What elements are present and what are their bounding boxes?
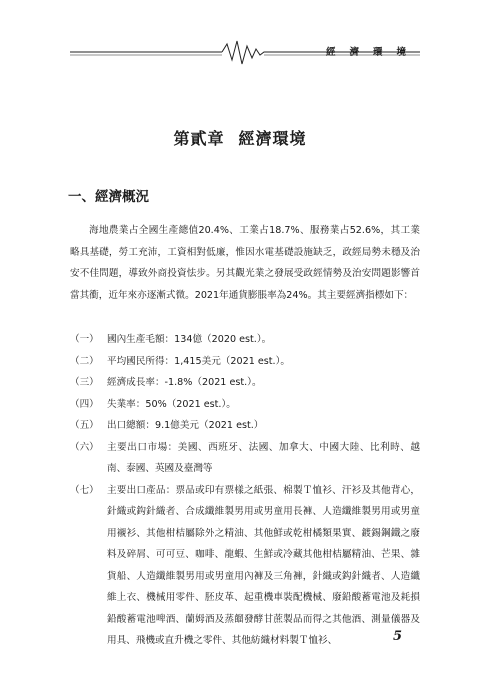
item-number: （五） — [70, 420, 99, 431]
item-number: （六） — [70, 441, 99, 453]
list-item — [70, 437, 420, 480]
running-header — [70, 38, 420, 68]
list-item — [70, 351, 420, 373]
header-label: 經濟環境 — [325, 47, 420, 58]
item-text: 國內生產毛額：134億（2020 est.）。 — [107, 334, 272, 345]
list-item — [70, 329, 420, 351]
item-number: （七） — [70, 484, 99, 496]
chapter-number: 第貳章 — [173, 129, 225, 148]
intro-paragraph — [70, 220, 420, 306]
list-item — [70, 394, 420, 416]
intro-text: 海地農業占全國生產總值20.4%、工業占18.7%、服務業占52.6%，其工業略具基礎，勞工充沛，工資相對低廉，惟因水電基礎設施缺乏，政經局勢未穩及治安不佳問題，導致外商投資怯步。另其觀光業之發展受政經情勢及治安問題影響首當其衝，近年來亦逐漸式微。2021年通貨膨脹率為24%。其主要經濟指標如下： — [70, 225, 420, 301]
page-number: 5 — [392, 629, 402, 644]
item-number: （一） — [70, 334, 99, 345]
chapter-name: 經濟環境 — [238, 129, 307, 148]
item-text: 出口總額：9.1億美元（2021 est.） — [107, 420, 264, 431]
item-text: 主要出口市場：美國、西班牙、法國、加拿大、中國大陸、比利時、越南、泰國、英國及臺灣等 — [107, 441, 420, 474]
item-number: （二） — [70, 355, 99, 367]
chapter-title — [0, 126, 480, 149]
list-item — [70, 372, 420, 394]
item-text: 平均國民所得：1,415美元（2021 est.）。 — [107, 355, 290, 367]
item-text: 經濟成長率：-1.8%（2021 est.）。 — [107, 377, 262, 388]
item-number: （四） — [70, 398, 99, 410]
item-number: （三） — [70, 377, 99, 388]
item-text: 失業率：50%（2021 est.）。 — [107, 398, 236, 410]
list-item — [70, 480, 420, 652]
item-text: 主要出口產品：票品或印有票樣之紙張、棉製Ｔ恤衫、汗衫及其他背心，針織或鈎針織者、合成纖維製男用或男童用長褲、人造纖維製男用或男童用襯衫、其他柑桔屬除外之精油、其他鮮或乾柑橘類果實、鍍錫鋼鐵之廢料及碎屑、可可豆、咖啡、龍蝦、生鮮或冷藏其他柑桔屬精油、芒果、雜貨船、人造纖維製男用或男童用內褲及三角褲，針織或鈎針織者、人造纖維上衣、機械用零件、胚皮革、起重機車裝配機械、廢鉛酸蓄電池及耗損鉛酸蓄電池啤酒、蘭姆酒及蒸餾發酵甘蔗製品而得之其他酒、測量儀器及用具、飛機或直升機之零件、其他紡織材料製Ｔ恤衫、 — [107, 484, 420, 646]
list-item — [70, 415, 420, 437]
indicator-list — [70, 329, 420, 652]
section-title: 一、經濟概況 — [68, 189, 149, 205]
